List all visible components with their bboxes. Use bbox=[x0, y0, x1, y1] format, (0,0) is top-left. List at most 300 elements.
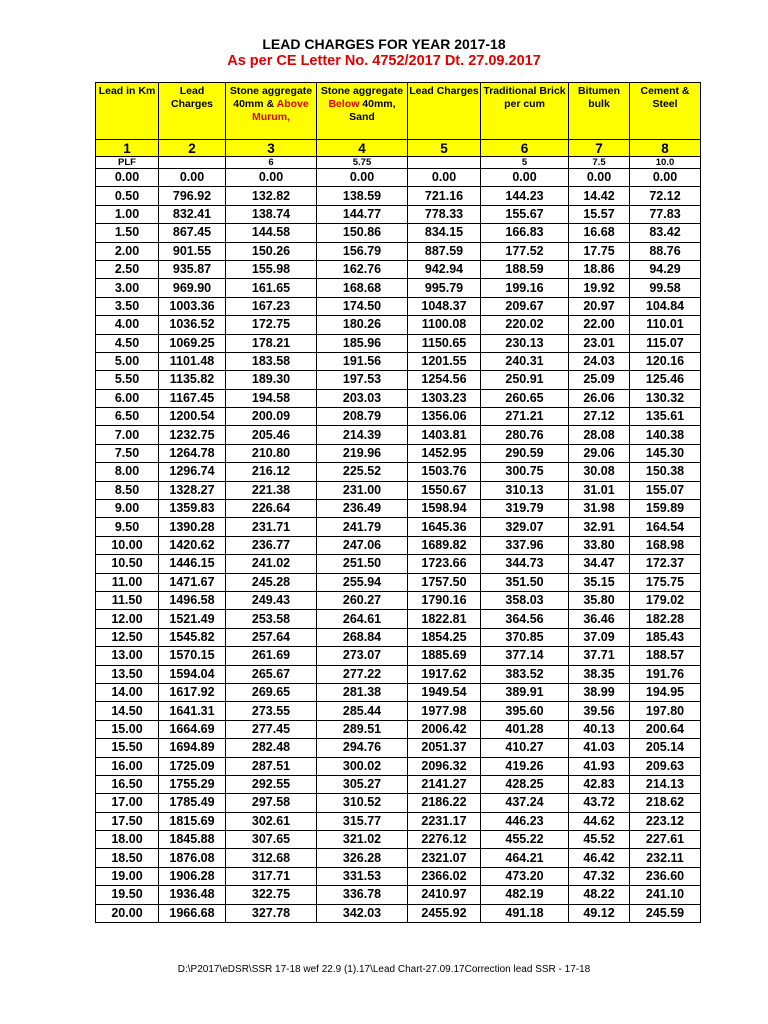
table-cell: 177.52 bbox=[481, 242, 569, 260]
table-cell: 269.65 bbox=[226, 683, 317, 701]
table-cell: 1917.62 bbox=[408, 665, 481, 683]
table-cell: 214.39 bbox=[317, 426, 408, 444]
table-cell: 46.42 bbox=[569, 849, 630, 867]
table-cell: 245.59 bbox=[630, 904, 701, 922]
table-cell: 401.28 bbox=[481, 720, 569, 738]
table-cell: 2276.12 bbox=[408, 831, 481, 849]
table-cell: 155.07 bbox=[630, 481, 701, 499]
table-row bbox=[96, 720, 701, 738]
table-cell: 250.91 bbox=[481, 371, 569, 389]
table-cell: 1101.48 bbox=[159, 352, 226, 370]
table-cell: 1.50 bbox=[96, 224, 159, 242]
table-row bbox=[96, 555, 701, 573]
lead-charges-table bbox=[95, 82, 701, 923]
table-row bbox=[96, 316, 701, 334]
table-cell: 183.58 bbox=[226, 352, 317, 370]
table-row bbox=[96, 260, 701, 278]
table-cell: 796.92 bbox=[159, 187, 226, 205]
table-cell: 2366.02 bbox=[408, 867, 481, 885]
table-cell: 2410.97 bbox=[408, 886, 481, 904]
table-cell: 221.38 bbox=[226, 481, 317, 499]
table-cell: 31.98 bbox=[569, 500, 630, 518]
table-cell: 197.80 bbox=[630, 702, 701, 720]
table-cell: 289.51 bbox=[317, 720, 408, 738]
table-cell: 319.79 bbox=[481, 500, 569, 518]
table-cell: 265.67 bbox=[226, 665, 317, 683]
table-cell: 110.01 bbox=[630, 316, 701, 334]
table-cell: 2096.32 bbox=[408, 757, 481, 775]
table-cell: 37.71 bbox=[569, 647, 630, 665]
factor-cell bbox=[159, 157, 226, 169]
table-cell: 159.89 bbox=[630, 500, 701, 518]
factor-row bbox=[96, 157, 701, 169]
table-cell: 245.28 bbox=[226, 573, 317, 591]
table-row bbox=[96, 408, 701, 426]
table-row bbox=[96, 500, 701, 518]
table-cell: 721.16 bbox=[408, 187, 481, 205]
table-cell: 268.84 bbox=[317, 628, 408, 646]
header-lead-charges-2: Lead Charges bbox=[408, 83, 481, 140]
table-cell: 19.00 bbox=[96, 867, 159, 885]
table-cell: 172.37 bbox=[630, 555, 701, 573]
table-cell: 455.22 bbox=[481, 831, 569, 849]
factor-cell: 7.5 bbox=[569, 157, 630, 169]
table-row bbox=[96, 536, 701, 554]
header-row bbox=[96, 83, 701, 140]
page-title: LEAD CHARGES FOR YEAR 2017-18 bbox=[262, 36, 506, 52]
table-cell: 19.92 bbox=[569, 279, 630, 297]
table-cell: 17.75 bbox=[569, 242, 630, 260]
table-cell: 327.78 bbox=[226, 904, 317, 922]
table-row bbox=[96, 463, 701, 481]
table-row bbox=[96, 481, 701, 499]
header-stone-above bbox=[226, 83, 317, 140]
table-cell: 219.96 bbox=[317, 444, 408, 462]
table-row bbox=[96, 426, 701, 444]
table-cell: 1254.56 bbox=[408, 371, 481, 389]
table-cell: 370.85 bbox=[481, 628, 569, 646]
table-cell: 24.03 bbox=[569, 352, 630, 370]
table-cell: 8.00 bbox=[96, 463, 159, 481]
table-cell: 144.58 bbox=[226, 224, 317, 242]
table-row bbox=[96, 702, 701, 720]
table-cell: 4.50 bbox=[96, 334, 159, 352]
table-cell: 236.77 bbox=[226, 536, 317, 554]
table-cell: 220.02 bbox=[481, 316, 569, 334]
table-cell: 203.03 bbox=[317, 389, 408, 407]
table-cell: 3.00 bbox=[96, 279, 159, 297]
table-cell: 287.51 bbox=[226, 757, 317, 775]
table-cell: 99.58 bbox=[630, 279, 701, 297]
factor-cell: 10.0 bbox=[630, 157, 701, 169]
table-cell: 37.09 bbox=[569, 628, 630, 646]
table-cell: 315.77 bbox=[317, 812, 408, 830]
table-cell: 138.74 bbox=[226, 205, 317, 223]
table-cell: 150.38 bbox=[630, 463, 701, 481]
table-cell: 178.21 bbox=[226, 334, 317, 352]
table-cell: 1725.09 bbox=[159, 757, 226, 775]
table-cell: 145.30 bbox=[630, 444, 701, 462]
table-cell: 273.55 bbox=[226, 702, 317, 720]
table-cell: 43.72 bbox=[569, 794, 630, 812]
header-lead-km: Lead in Km bbox=[96, 83, 159, 140]
table-cell: 188.57 bbox=[630, 647, 701, 665]
header-traditional-brick: Traditional Brick per cum bbox=[481, 83, 569, 140]
table-cell: 12.50 bbox=[96, 628, 159, 646]
table-cell: 194.58 bbox=[226, 389, 317, 407]
table-cell: 310.13 bbox=[481, 481, 569, 499]
table-cell: 358.03 bbox=[481, 591, 569, 609]
table-cell: 1641.31 bbox=[159, 702, 226, 720]
table-cell: 130.32 bbox=[630, 389, 701, 407]
table-cell: 188.59 bbox=[481, 260, 569, 278]
table-cell: 942.94 bbox=[408, 260, 481, 278]
table-cell: 197.53 bbox=[317, 371, 408, 389]
header-stone-below-text-2: 40mm, Sand bbox=[349, 98, 396, 123]
table-cell: 168.98 bbox=[630, 536, 701, 554]
table-cell: 282.48 bbox=[226, 739, 317, 757]
table-cell: 281.38 bbox=[317, 683, 408, 701]
table-cell: 185.43 bbox=[630, 628, 701, 646]
table-cell: 1822.81 bbox=[408, 610, 481, 628]
table-cell: 1420.62 bbox=[159, 536, 226, 554]
table-cell: 167.23 bbox=[226, 297, 317, 315]
table-cell: 1645.36 bbox=[408, 518, 481, 536]
table-cell: 10.50 bbox=[96, 555, 159, 573]
table-cell: 17.50 bbox=[96, 812, 159, 830]
table-row bbox=[96, 647, 701, 665]
table-cell: 2.00 bbox=[96, 242, 159, 260]
table-cell: 1446.15 bbox=[159, 555, 226, 573]
table-cell: 44.62 bbox=[569, 812, 630, 830]
table-cell: 232.11 bbox=[630, 849, 701, 867]
table-cell: 1232.75 bbox=[159, 426, 226, 444]
table-cell: 0.00 bbox=[226, 169, 317, 187]
table-cell: 1785.49 bbox=[159, 794, 226, 812]
table-row bbox=[96, 389, 701, 407]
table-cell: 251.50 bbox=[317, 555, 408, 573]
table-cell: 395.60 bbox=[481, 702, 569, 720]
table-cell: 29.06 bbox=[569, 444, 630, 462]
table-cell: 336.78 bbox=[317, 886, 408, 904]
table-cell: 6.50 bbox=[96, 408, 159, 426]
table-cell: 294.76 bbox=[317, 739, 408, 757]
table-row bbox=[96, 573, 701, 591]
table-cell: 41.93 bbox=[569, 757, 630, 775]
factor-cell: PLF bbox=[96, 157, 159, 169]
table-cell: 1689.82 bbox=[408, 536, 481, 554]
table-cell: 144.77 bbox=[317, 205, 408, 223]
table-cell: 155.98 bbox=[226, 260, 317, 278]
table-cell: 179.02 bbox=[630, 591, 701, 609]
table-cell: 389.91 bbox=[481, 683, 569, 701]
table-cell: 10.00 bbox=[96, 536, 159, 554]
table-cell: 241.02 bbox=[226, 555, 317, 573]
table-row bbox=[96, 187, 701, 205]
table-cell: 0.50 bbox=[96, 187, 159, 205]
table-cell: 231.71 bbox=[226, 518, 317, 536]
table-cell: 180.26 bbox=[317, 316, 408, 334]
table-cell: 31.01 bbox=[569, 481, 630, 499]
table-cell: 42.83 bbox=[569, 775, 630, 793]
factor-cell: 5.75 bbox=[317, 157, 408, 169]
table-cell: 14.50 bbox=[96, 702, 159, 720]
table-row bbox=[96, 371, 701, 389]
table-row bbox=[96, 831, 701, 849]
table-cell: 1521.49 bbox=[159, 610, 226, 628]
table-cell: 1452.95 bbox=[408, 444, 481, 462]
table-cell: 1496.58 bbox=[159, 591, 226, 609]
table-cell: 30.08 bbox=[569, 463, 630, 481]
table-row bbox=[96, 610, 701, 628]
table-row bbox=[96, 739, 701, 757]
table-cell: 1003.36 bbox=[159, 297, 226, 315]
table-cell: 2321.07 bbox=[408, 849, 481, 867]
table-cell: 88.76 bbox=[630, 242, 701, 260]
table-cell: 887.59 bbox=[408, 242, 481, 260]
table-cell: 2.50 bbox=[96, 260, 159, 278]
table-cell: 210.80 bbox=[226, 444, 317, 462]
table-cell: 260.27 bbox=[317, 591, 408, 609]
table-cell: 35.15 bbox=[569, 573, 630, 591]
table-cell: 2051.37 bbox=[408, 739, 481, 757]
table-cell: 5.00 bbox=[96, 352, 159, 370]
table-cell: 1664.69 bbox=[159, 720, 226, 738]
table-cell: 1036.52 bbox=[159, 316, 226, 334]
table-cell: 1296.74 bbox=[159, 463, 226, 481]
table-cell: 8.50 bbox=[96, 481, 159, 499]
table-cell: 969.90 bbox=[159, 279, 226, 297]
table-cell: 6.00 bbox=[96, 389, 159, 407]
table-cell: 191.56 bbox=[317, 352, 408, 370]
table-row bbox=[96, 224, 701, 242]
table-cell: 16.68 bbox=[569, 224, 630, 242]
table-row bbox=[96, 867, 701, 885]
table-cell: 175.75 bbox=[630, 573, 701, 591]
header-lead-charges: Lead Charges bbox=[159, 83, 226, 140]
table-cell: 5.50 bbox=[96, 371, 159, 389]
table-cell: 41.03 bbox=[569, 739, 630, 757]
table-cell: 94.29 bbox=[630, 260, 701, 278]
table-cell: 35.80 bbox=[569, 591, 630, 609]
table-cell: 321.02 bbox=[317, 831, 408, 849]
table-cell: 48.22 bbox=[569, 886, 630, 904]
table-cell: 23.01 bbox=[569, 334, 630, 352]
table-cell: 194.95 bbox=[630, 683, 701, 701]
table-cell: 0.00 bbox=[317, 169, 408, 187]
table-cell: 300.02 bbox=[317, 757, 408, 775]
table-cell: 138.59 bbox=[317, 187, 408, 205]
table-cell: 1328.27 bbox=[159, 481, 226, 499]
table-cell: 22.00 bbox=[569, 316, 630, 334]
table-cell: 230.13 bbox=[481, 334, 569, 352]
header-stone-below bbox=[317, 83, 408, 140]
table-cell: 236.60 bbox=[630, 867, 701, 885]
table-cell: 241.79 bbox=[317, 518, 408, 536]
table-cell: 300.75 bbox=[481, 463, 569, 481]
table-row bbox=[96, 794, 701, 812]
table-cell: 132.82 bbox=[226, 187, 317, 205]
table-cell: 329.07 bbox=[481, 518, 569, 536]
table-cell: 1694.89 bbox=[159, 739, 226, 757]
table-cell: 0.00 bbox=[630, 169, 701, 187]
table-cell: 446.23 bbox=[481, 812, 569, 830]
table-cell: 49.12 bbox=[569, 904, 630, 922]
table-cell: 34.47 bbox=[569, 555, 630, 573]
table-cell: 0.00 bbox=[159, 169, 226, 187]
table-cell: 240.31 bbox=[481, 352, 569, 370]
table-cell: 1755.29 bbox=[159, 775, 226, 793]
table-row bbox=[96, 775, 701, 793]
table-cell: 226.64 bbox=[226, 500, 317, 518]
table-cell: 11.00 bbox=[96, 573, 159, 591]
table-cell: 3.50 bbox=[96, 297, 159, 315]
table-cell: 1150.65 bbox=[408, 334, 481, 352]
table-cell: 104.84 bbox=[630, 297, 701, 315]
column-number-row bbox=[96, 140, 701, 157]
table-cell: 231.00 bbox=[317, 481, 408, 499]
table-cell: 2455.92 bbox=[408, 904, 481, 922]
table-cell: 214.13 bbox=[630, 775, 701, 793]
table-cell: 14.42 bbox=[569, 187, 630, 205]
table-cell: 14.00 bbox=[96, 683, 159, 701]
table-cell: 1069.25 bbox=[159, 334, 226, 352]
table-cell: 12.00 bbox=[96, 610, 159, 628]
table-cell: 236.49 bbox=[317, 500, 408, 518]
table-cell: 1359.83 bbox=[159, 500, 226, 518]
table-cell: 72.12 bbox=[630, 187, 701, 205]
table-cell: 9.00 bbox=[96, 500, 159, 518]
column-number: 2 bbox=[159, 140, 226, 157]
table-cell: 25.09 bbox=[569, 371, 630, 389]
table-cell: 38.35 bbox=[569, 665, 630, 683]
table-cell: 2006.42 bbox=[408, 720, 481, 738]
table-cell: 1966.68 bbox=[159, 904, 226, 922]
table-cell: 377.14 bbox=[481, 647, 569, 665]
table-cell: 40.13 bbox=[569, 720, 630, 738]
factor-cell: 6 bbox=[226, 157, 317, 169]
table-cell: 172.75 bbox=[226, 316, 317, 334]
table-row bbox=[96, 169, 701, 187]
table-cell: 156.79 bbox=[317, 242, 408, 260]
table-cell: 18.50 bbox=[96, 849, 159, 867]
table-cell: 305.27 bbox=[317, 775, 408, 793]
table-cell: 1845.88 bbox=[159, 831, 226, 849]
table-cell: 47.32 bbox=[569, 867, 630, 885]
table-cell: 16.00 bbox=[96, 757, 159, 775]
table-cell: 0.00 bbox=[569, 169, 630, 187]
table-cell: 209.67 bbox=[481, 297, 569, 315]
table-cell: 383.52 bbox=[481, 665, 569, 683]
factor-cell bbox=[408, 157, 481, 169]
table-cell: 255.94 bbox=[317, 573, 408, 591]
table-cell: 36.46 bbox=[569, 610, 630, 628]
table-cell: 322.75 bbox=[226, 886, 317, 904]
table-cell: 778.33 bbox=[408, 205, 481, 223]
table-cell: 1906.28 bbox=[159, 867, 226, 885]
table-cell: 491.18 bbox=[481, 904, 569, 922]
table-cell: 135.61 bbox=[630, 408, 701, 426]
table-cell: 205.46 bbox=[226, 426, 317, 444]
table-cell: 1885.69 bbox=[408, 647, 481, 665]
table-cell: 38.99 bbox=[569, 683, 630, 701]
table-cell: 834.15 bbox=[408, 224, 481, 242]
table-cell: 832.41 bbox=[159, 205, 226, 223]
table-cell: 200.09 bbox=[226, 408, 317, 426]
table-cell: 277.22 bbox=[317, 665, 408, 683]
table-cell: 15.00 bbox=[96, 720, 159, 738]
table-cell: 342.03 bbox=[317, 904, 408, 922]
table-cell: 155.67 bbox=[481, 205, 569, 223]
column-number: 7 bbox=[569, 140, 630, 157]
table-cell: 1403.81 bbox=[408, 426, 481, 444]
page-subtitle: As per CE Letter No. 4752/2017 Dt. 27.09.2017 bbox=[227, 53, 541, 69]
table-cell: 249.43 bbox=[226, 591, 317, 609]
table-cell: 1550.67 bbox=[408, 481, 481, 499]
table-row bbox=[96, 886, 701, 904]
table-row bbox=[96, 352, 701, 370]
table-cell: 253.58 bbox=[226, 610, 317, 628]
table-row bbox=[96, 518, 701, 536]
table-cell: 150.26 bbox=[226, 242, 317, 260]
table-cell: 125.46 bbox=[630, 371, 701, 389]
table-cell: 17.00 bbox=[96, 794, 159, 812]
table-row bbox=[96, 334, 701, 352]
table-cell: 935.87 bbox=[159, 260, 226, 278]
table-cell: 77.83 bbox=[630, 205, 701, 223]
table-cell: 464.21 bbox=[481, 849, 569, 867]
table-cell: 273.07 bbox=[317, 647, 408, 665]
header-stone-above-text: Stone aggregate 40mm & bbox=[229, 85, 313, 110]
table-cell: 182.28 bbox=[630, 610, 701, 628]
table-cell: 473.20 bbox=[481, 867, 569, 885]
table-cell: 290.59 bbox=[481, 444, 569, 462]
table-cell: 227.61 bbox=[630, 831, 701, 849]
table-cell: 161.65 bbox=[226, 279, 317, 297]
table-cell: 15.57 bbox=[569, 205, 630, 223]
table-cell: 280.76 bbox=[481, 426, 569, 444]
table-cell: 144.23 bbox=[481, 187, 569, 205]
factor-cell: 5 bbox=[481, 157, 569, 169]
table-cell: 199.16 bbox=[481, 279, 569, 297]
table-cell: 1757.50 bbox=[408, 573, 481, 591]
table-row bbox=[96, 849, 701, 867]
column-number: 4 bbox=[317, 140, 408, 157]
table-cell: 0.00 bbox=[481, 169, 569, 187]
table-cell: 264.61 bbox=[317, 610, 408, 628]
header-stone-below-text: Stone aggregate bbox=[320, 85, 404, 97]
table-cell: 1135.82 bbox=[159, 371, 226, 389]
header-stone-below-red: Below bbox=[328, 98, 360, 110]
table-row bbox=[96, 904, 701, 922]
table-cell: 1723.66 bbox=[408, 555, 481, 573]
table-cell: 2141.27 bbox=[408, 775, 481, 793]
table-cell: 1617.92 bbox=[159, 683, 226, 701]
table-cell: 27.12 bbox=[569, 408, 630, 426]
table-row bbox=[96, 683, 701, 701]
table-cell: 162.76 bbox=[317, 260, 408, 278]
column-number: 6 bbox=[481, 140, 569, 157]
header-stone-above-red: Above Murum, bbox=[252, 98, 309, 123]
table-cell: 1.00 bbox=[96, 205, 159, 223]
table-cell: 310.52 bbox=[317, 794, 408, 812]
table-cell: 45.52 bbox=[569, 831, 630, 849]
table-cell: 15.50 bbox=[96, 739, 159, 757]
table-cell: 995.79 bbox=[408, 279, 481, 297]
table-cell: 2231.17 bbox=[408, 812, 481, 830]
table-cell: 140.38 bbox=[630, 426, 701, 444]
table-cell: 13.50 bbox=[96, 665, 159, 683]
